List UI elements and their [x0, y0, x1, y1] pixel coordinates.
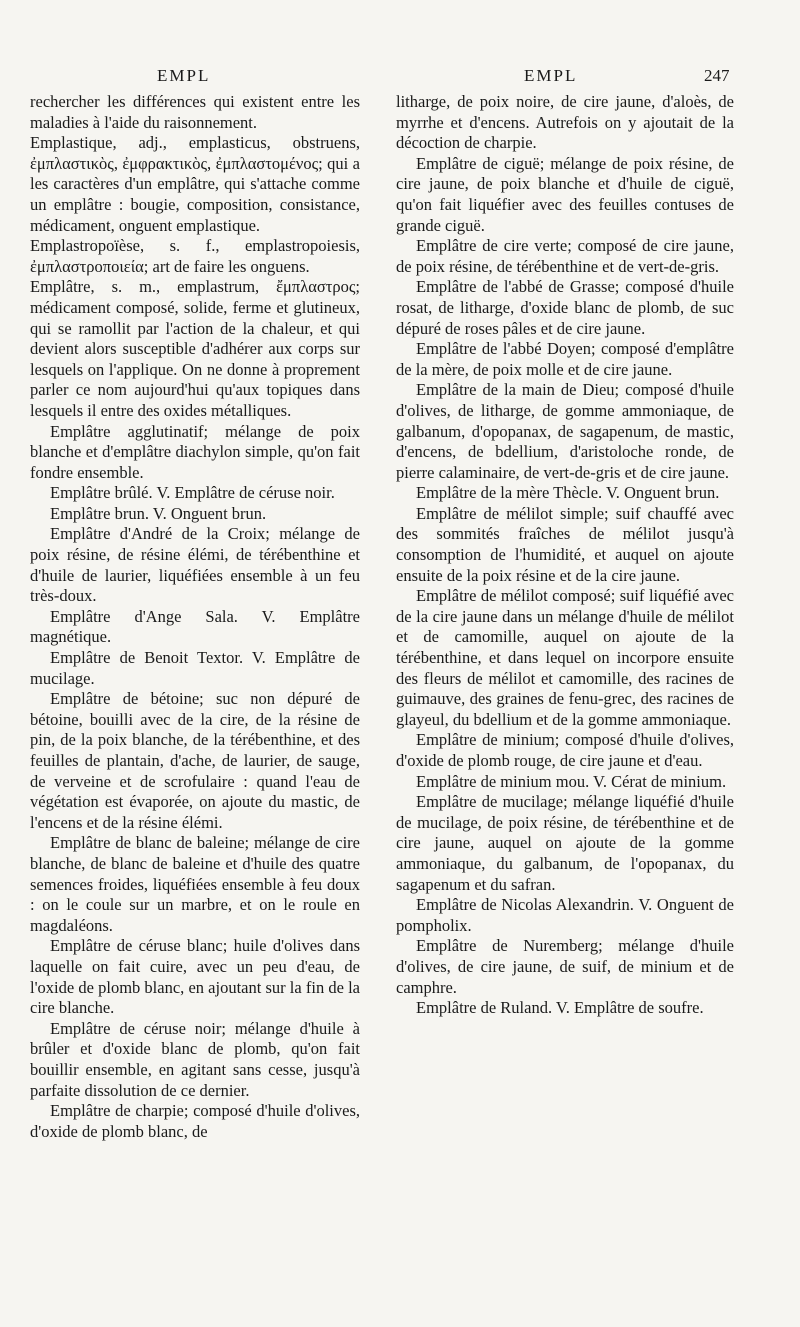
entry-paragraph: Emplâtre de l'abbé Doyen; composé d'emplâtre de la mère, de poix molle et de cire jaune.	[396, 339, 734, 379]
entry-paragraph: Emplâtre de bétoine; suc non dépuré de bétoine, bouilli avec de la cire, de la résine de pin, de la poix blanche, de la térébenthine, et des feuilles de plantain, d'ache, de laurier, de sauge, de verveine et de scrofulaire : quand l'eau de végétation est évaporée, on ajoute du mastic, de l'encens et de la résine élémi.	[30, 689, 360, 832]
entry-paragraph: Emplâtre de mélilot composé; suif liquéfié avec de la cire jaune dans un mélange d'huile de mélilot et de camomille, auquel on ajoute de la térébenthine, et dans lequel on incorpore ensuite des fleurs de mélilot et camomille, des racines de guimauve, des graines de fenu-grec, des racines de glayeul, du bdellium et de la gomme ammoniaque.	[396, 586, 734, 729]
entry-paragraph: Emplâtre de blanc de baleine; mélange de cire blanche, de blanc de baleine et d'huile des quatre semences froides, liquéfiées ensemble à feu doux : on le coule sur un marbre, et on le roule en magdaléons.	[30, 833, 360, 935]
entry-paragraph: Emplâtre d'Ange Sala. V. Emplâtre magnétique.	[30, 606, 360, 647]
entry-paragraph: Emplâtre de céruse blanc; huile d'olives dans laquelle on fait cuire, avec un peu d'eau, de l'oxide de plomb blanc, en ajoutant sur la fin de la cire blanche.	[30, 936, 360, 1018]
entry-paragraph: Emplâtre de Nicolas Alexandrin. V. Onguent de pompholix.	[396, 895, 734, 935]
entry-paragraph: Emplâtre de charpie; composé d'huile d'olives, d'oxide de plomb blanc, de	[30, 1101, 360, 1141]
left-column	[30, 92, 360, 1142]
entry-paragraph: Emplâtre de minium; composé d'huile d'olives, d'oxide de plomb rouge, de cire jaune et d'eau.	[396, 730, 734, 770]
entry-paragraph: Emplâtre de cire verte; composé de cire jaune, de poix résine, de térébenthine et de vert-de-gris.	[396, 236, 734, 276]
entry-paragraph: Emplâtre de mélilot simple; suif chauffé avec des sommités fraîches de mélilot jusqu'à consomption de l'humidité, et auquel on ajoute ensuite de la poix résine et de la cire jaune.	[396, 503, 734, 585]
entry-paragraph: Emplâtre de la main de Dieu; composé d'huile d'olives, de litharge, de gomme ammoniaque, de galbanum, d'opopanax, de sagapenum, de mastic, d'encens, de bdellium, d'aristoloche ronde, de pierre calaminaire, de vert-de-gris et de cire jaune.	[396, 380, 734, 482]
entry-paragraph: Emplâtre de mucilage; mélange liquéfié d'huile de mucilage, de poix résine, de térébenthine et de cire jaune, auquel on ajoute de la gomme ammoniaque, du galbanum, de l'opopanax, du sagapenum et du safran.	[396, 792, 734, 894]
entry-paragraph: Emplâtre de l'abbé de Grasse; composé d'huile rosat, de litharge, d'oxide blanc de plomb, de suc dépuré de roses pâles et de cire jaune.	[396, 277, 734, 338]
entry-paragraph: Emplâtre de ciguë; mélange de poix résine, de cire jaune, de poix blanche et d'huile de ciguë, qu'on fait liquéfier avec des feuilles contuses de grande ciguë.	[396, 153, 734, 235]
entry-paragraph: Emplâtre brun. V. Onguent brun.	[50, 503, 267, 523]
entry-paragraph: Emplastropoïèse, s. f., emplastropoiesis, ἐμπλαστροποιεία; art de faire les onguens.	[30, 236, 360, 276]
entry-paragraph: Emplâtre, s. m., emplastrum, ἔμπλαστρος; médicament composé, solide, ferme et glutineux, qui se ramollit par l'action de la chaleur, et qui devient alors susceptible d'adhérer aux corps sur lesquels on l'applique. On ne donne à proprement parler ce nom aujourd'hui qu'aux topiques dans lesquels il entre des oxides métalliques.	[30, 277, 360, 420]
entry-paragraph: Emplâtre de Nuremberg; mélange d'huile d'olives, de cire jaune, de suif, de minium et de camphre.	[396, 936, 734, 997]
entry-paragraph: Emplâtre brûlé. V. Emplâtre de céruse noir.	[50, 483, 335, 503]
running-head-right: EMPL	[524, 66, 578, 85]
entry-paragraph: litharge, de poix noire, de cire jaune, d'aloès, de myrrhe et d'encens. Autrefois on y ajoutait de la décoction de charpie.	[396, 92, 734, 153]
entry-paragraph: Emplâtre de la mère Thècle. V. Onguent brun.	[416, 483, 720, 503]
entry-paragraph: Emplâtre de céruse noir; mélange d'huile à brûler et d'oxide blanc de plomb, qu'on fait bouillir ensemble, en agitant sans cesse, jusqu'à parfaite dissolution de ce dernier.	[30, 1018, 360, 1100]
entry-paragraph: Emplastique, adj., emplasticus, obstruens, ἐμπλαστικὸς, ἐμφρακτικὸς, ἐμπλαστομένος; qui a les caractères d'un emplâtre, qui s'attache comme un emplâtre : bougie, composition, consistance, médicament, onguent emplastique.	[30, 133, 360, 235]
entry-paragraph: Emplâtre d'André de la Croix; mélange de poix résine, de résine élémi, de térébenthine et d'huile de laurier, liquéfiées ensemble à un feu très-doux.	[30, 524, 360, 606]
right-column	[396, 92, 734, 1019]
entry-paragraph: Emplâtre de Ruland. V. Emplâtre de soufre.	[416, 998, 704, 1018]
entry-paragraph: rechercher les différences qui existent entre les maladies à l'aide du raisonnement.	[30, 92, 360, 132]
entry-paragraph: Emplâtre de Benoit Textor. V. Emplâtre de mucilage.	[30, 648, 360, 688]
entry-paragraph: Emplâtre de minium mou. V. Cérat de minium.	[416, 771, 727, 791]
running-head-left: EMPL	[157, 66, 211, 85]
page-number: 247	[704, 66, 730, 85]
entry-paragraph: Emplâtre agglutinatif; mélange de poix blanche et d'emplâtre diachylon simple, qu'on fait fondre ensemble.	[30, 421, 360, 482]
